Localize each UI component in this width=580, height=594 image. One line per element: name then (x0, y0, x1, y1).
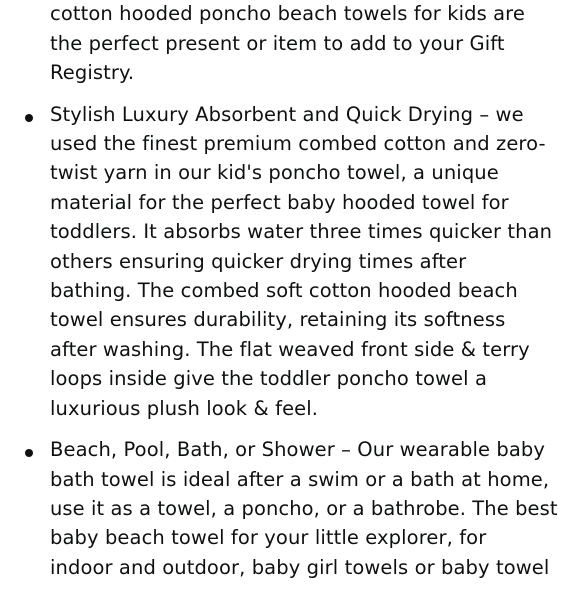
text-line: Stylish Luxury Absorbent and Quick Drying – we (50, 102, 524, 126)
bullet-dot-icon (25, 114, 33, 122)
text-line: loops inside give the toddler poncho towel a (50, 367, 487, 391)
text-line: material for the perfect baby hooded towel for (50, 190, 509, 214)
feature-bullet-text (50, 100, 558, 423)
bullet-dot-icon (25, 449, 33, 457)
text-line: bath towel is ideal after a swim or a bath at home, (50, 467, 550, 491)
text-line: after washing. The flat weaved front side & terry (50, 337, 530, 361)
feature-bullet-absorbent (0, 100, 580, 423)
text-line: use it as a towel, a poncho, or a bathrobe. The best (50, 496, 558, 520)
text-line: bathing. The combed soft cotton hooded beach (50, 279, 518, 303)
feature-bullet-text (50, 0, 558, 88)
text-line: luxurious plush look & feel. (50, 396, 319, 420)
text-line: used the finest premium combed cotton and zero- (50, 132, 546, 156)
text-line: twist yarn in our kid's poncho towel, a unique (50, 161, 499, 185)
text-line: others ensuring quicker drying times after (50, 249, 467, 273)
text-line: toddlers. It absorbs water three times quicker than (50, 220, 553, 244)
text-line: Registry. (50, 61, 135, 85)
text-line: the perfect present or item to add to your Gift (50, 31, 505, 55)
text-line: towel ensures durability, retaining its softness (50, 308, 506, 332)
feature-bullet-text (50, 435, 558, 582)
feature-bullet-beach-pool (0, 435, 580, 582)
feature-bullet-gift (0, 0, 580, 88)
text-line: Beach, Pool, Bath, or Shower – Our wearable baby (50, 438, 546, 462)
text-line: baby beach towel for your little explorer, for (50, 526, 487, 550)
text-line: indoor and outdoor, baby girl towels or baby towel (50, 555, 550, 579)
text-line: cotton hooded poncho beach towels for kids are (50, 2, 525, 26)
scrollbar[interactable] (576, 0, 580, 580)
